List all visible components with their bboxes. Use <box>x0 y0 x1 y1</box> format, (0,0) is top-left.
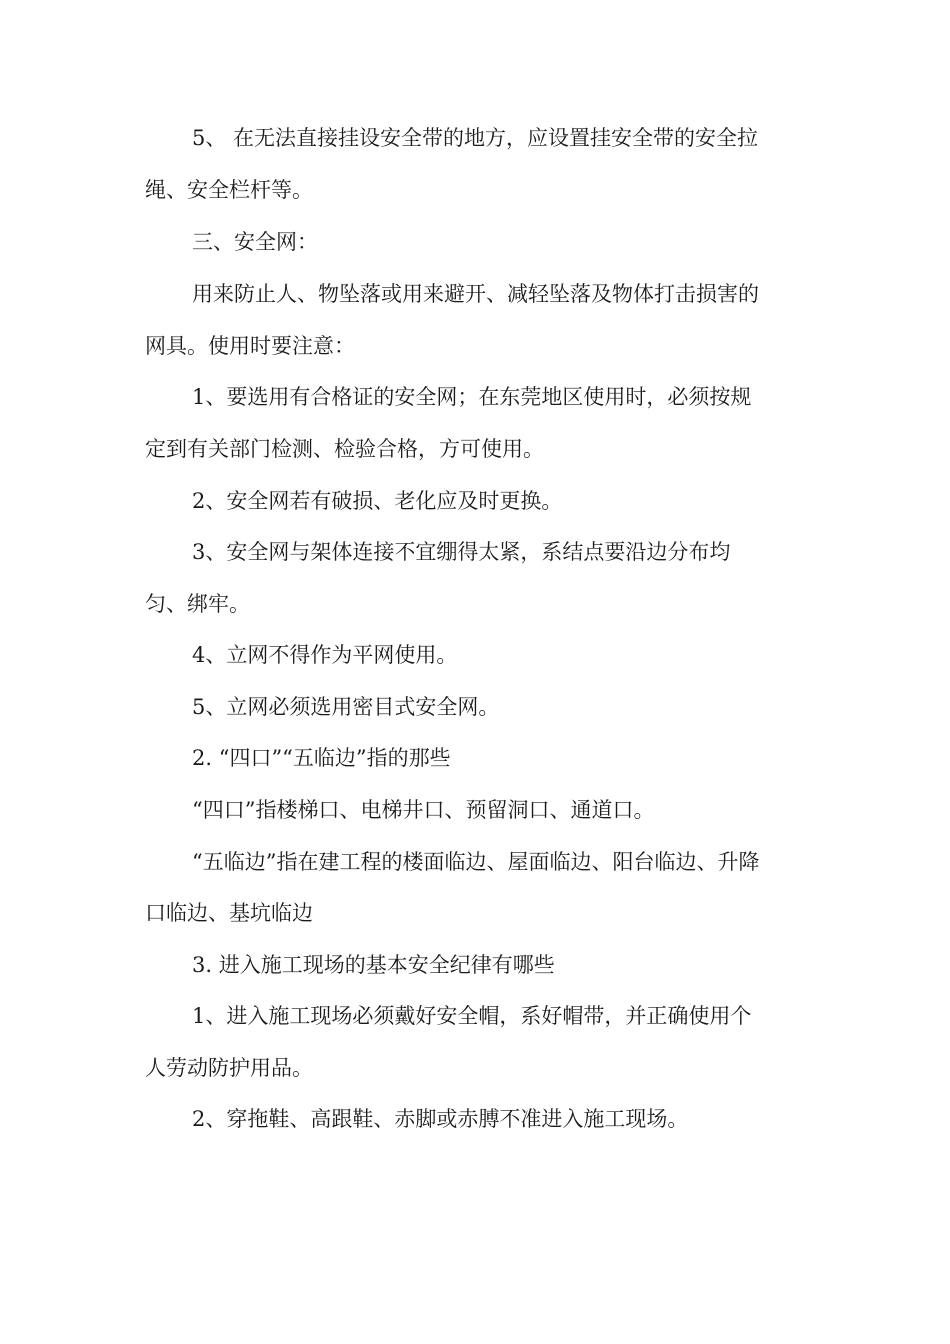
paragraph-line: 1、进入施工现场必须戴好安全帽，系好帽带，并正确使用个 <box>192 1004 752 1028</box>
paragraph-line: “四口”指楼梯口、电梯井口、预留洞口、通道口。 <box>192 798 655 822</box>
paragraph-line: 2、穿拖鞋、高跟鞋、赤脚或赤膊不准进入施工现场。 <box>192 1107 689 1131</box>
paragraph-line: 网具。使用时要注意： <box>145 334 355 358</box>
paragraph-line: 5、 在无法直接挂设安全带的地方，应设置挂安全带的安全拉 <box>192 126 759 150</box>
section-heading: 三、安全网： <box>192 230 318 254</box>
paragraph-line: “五临边”指在建工程的楼面临边、屋面临边、阳台临边、升降 <box>192 850 760 874</box>
paragraph-line: 匀、绑牢。 <box>145 592 250 616</box>
paragraph-line: 2、安全网若有破损、老化应及时更换。 <box>192 489 563 513</box>
paragraph-line: 4、立网不得作为平网使用。 <box>192 643 458 667</box>
question-heading: 2. “四口”“五临边”指的那些 <box>192 746 451 770</box>
paragraph-line: 绳、安全栏杆等。 <box>145 178 313 202</box>
paragraph-line: 人劳动防护用品。 <box>145 1056 313 1080</box>
paragraph-line: 用来防止人、物坠落或用来避开、减轻坠落及物体打击损害的 <box>192 282 759 306</box>
paragraph-line: 定到有关部门检测、检验合格，方可使用。 <box>145 437 544 461</box>
question-heading: 3. 进入施工现场的基本安全纪律有哪些 <box>192 953 555 977</box>
paragraph-line: 3、安全网与架体连接不宜绷得太紧，系结点要沿边分布均 <box>192 540 731 564</box>
paragraph-line: 5、立网必须选用密目式安全网。 <box>192 695 500 719</box>
paragraph-line: 1、要选用有合格证的安全网；在东莞地区使用时，必须按规 <box>192 385 752 409</box>
paragraph-line: 口临边、基坑临边 <box>145 901 313 925</box>
